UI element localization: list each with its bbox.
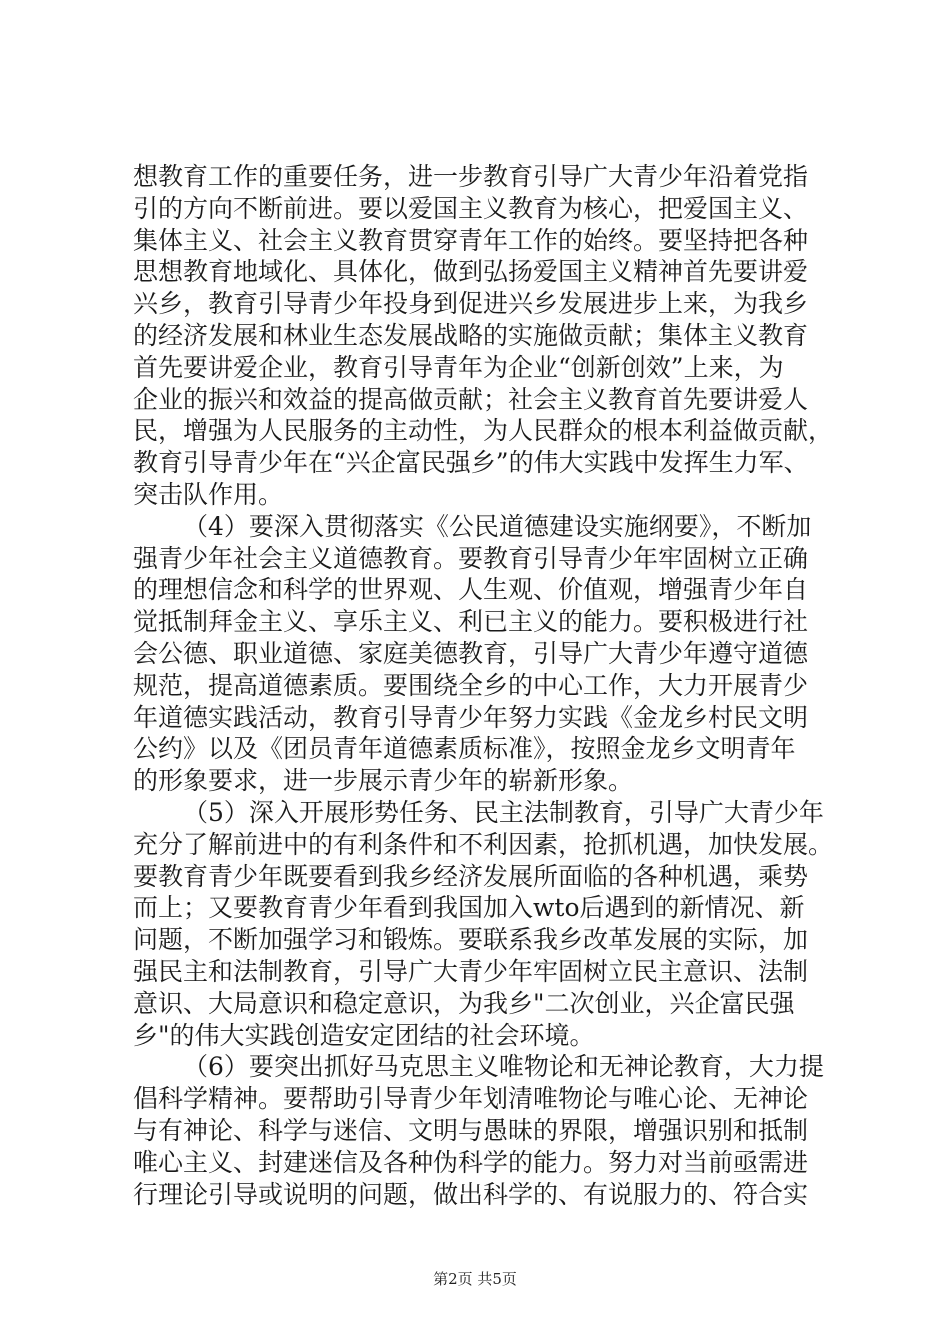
text-line: 突击队作用。 — [133, 479, 284, 509]
text-line: 规范，提高道德素质。要围绕全乡的中心工作，大力开展青少 — [133, 670, 809, 700]
text-line: 强青少年社会主义道德教育。要教育引导青少年牢固树立正确 — [133, 543, 809, 573]
text-line: 意识、大局意识和稳定意识，为我乡"二次创业，兴企富民强 — [133, 988, 795, 1018]
text-line: 觉抵制拜金主义、享乐主义、利已主义的能力。要积极进行社 — [133, 607, 809, 637]
text-line: 倡科学精神。要帮助引导青少年划清唯物论与唯心论、无神论 — [133, 1084, 809, 1114]
text-line: （6）要突出抓好马克思主义唯物论和无神论教育，大力提 — [183, 1052, 824, 1082]
text-line: 企业的振兴和效益的提高做贡献；社会主义教育首先要讲爱人 — [133, 384, 809, 414]
text-line: 首先要讲爱企业，教育引导青年为企业“创新创效”上来，为 — [133, 352, 784, 382]
text-line: 充分了解前进中的有利条件和不利因素，抢抓机遇，加快发展。 — [133, 829, 834, 859]
text-line: （5）深入开展形势任务、民主法制教育，引导广大青少年 — [183, 797, 824, 827]
text-line: 的经济发展和林业生态发展战略的实施做贡献；集体主义教育 — [133, 320, 809, 350]
text-line: 集体主义、社会主义教育贯穿青年工作的始终。要坚持把各种 — [133, 225, 809, 255]
text-line: 问题，不断加强学习和锻炼。要联系我乡改革发展的实际，加 — [133, 925, 809, 955]
text-line: 会公德、职业道德、家庭美德教育，引导广大青少年遵守道德 — [133, 638, 809, 668]
text-line: 唯心主义、封建迷信及各种伪科学的能力。努力对当前亟需进 — [133, 1147, 809, 1177]
text-line: （4）要深入贯彻落实《公民道德建设实施纲要》，不断加 — [183, 511, 812, 541]
document-body — [133, 161, 833, 1210]
text-line: 强民主和法制教育，引导广大青少年牢固树立民主意识、法制 — [133, 956, 809, 986]
text-line: 想教育工作的重要任务，进一步教育引导广大青少年沿着党指 — [133, 162, 809, 191]
text-line: 年道德实践活动，教育引导青少年努力实践《金龙乡村民文明 — [133, 702, 809, 732]
page-footer: 第2页 共5页 — [433, 1270, 517, 1288]
text-line: 的理想信念和科学的世界观、人生观、价值观，增强青少年自 — [133, 575, 809, 605]
text-line: 公约》以及《团员青年道德素质标准》，按照金龙乡文明青年 — [133, 734, 796, 764]
text-line: 引的方向不断前进。要以爱国主义教育为核心，把爱国主义、 — [133, 193, 809, 223]
text-line: 的形象要求，进一步展示青少年的崭新形象。 — [133, 766, 634, 796]
text-line: 思想教育地域化、具体化，做到弘扬爱国主义精神首先要讲爱 — [133, 257, 809, 287]
text-line: 兴乡，教育引导青少年投身到促进兴乡发展进步上来，为我乡 — [133, 289, 809, 319]
text-line: 民，增强为人民服务的主动性，为人民群众的根本利益做贡献， — [133, 416, 834, 446]
text-line: 教育引导青少年在“兴企富民强乡”的伟大实践中发挥生力军、 — [133, 448, 809, 478]
text-line: 乡"的伟大实践创造安定团结的社会环境。 — [133, 1020, 595, 1050]
text-line: 行理论引导或说明的问题，做出科学的、有说服力的、符合实 — [133, 1179, 809, 1209]
text-line: 而上；又要教育青少年看到我国加入wto后遇到的新情况、新 — [133, 893, 805, 923]
text-line: 与有神论、科学与迷信、文明与愚昧的界限，增强识别和抵制 — [133, 1115, 809, 1145]
text-line: 要教育青少年既要看到我乡经济发展所面临的各种机遇，乘势 — [133, 861, 809, 891]
